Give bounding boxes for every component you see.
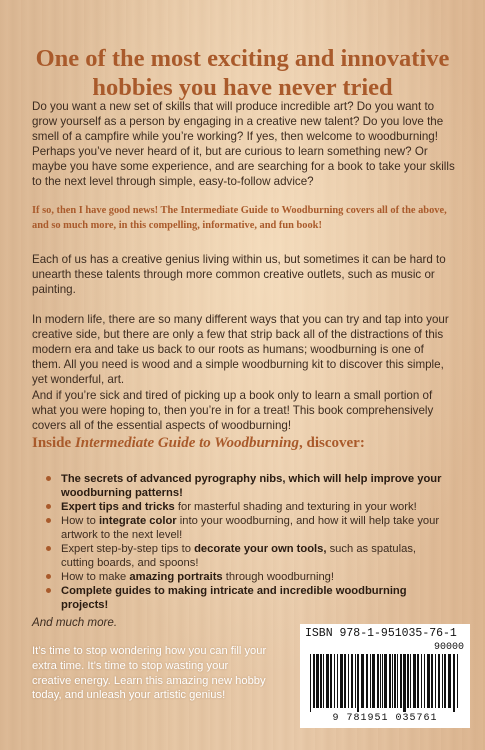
barcode-bar — [326, 654, 329, 708]
discover-suffix: , discover: — [299, 435, 365, 451]
barcode-bar — [366, 654, 368, 708]
barcode-bar — [453, 654, 455, 712]
barcode-bar — [355, 654, 356, 708]
discover-book-title: Intermediate Guide to Woodburning — [74, 435, 299, 451]
barcode-bar — [316, 654, 319, 708]
barcode-bar — [313, 654, 315, 708]
list-item: How to make amazing portraits through woodburning! — [46, 570, 446, 584]
barcode-bar — [427, 654, 430, 708]
discover-prefix: Inside — [32, 435, 75, 451]
barcode-bar — [330, 654, 332, 708]
barcode-bar — [435, 654, 436, 708]
barcode-bar — [394, 654, 396, 708]
barcode-bar — [438, 654, 440, 708]
price-code: 90000 — [433, 642, 464, 653]
paragraph-modern-life: In modern life, there are so many different ways that you can try and tap into your creative side, but there are only a few that strip back all of the distractions of this modern era and take us back to our roots as humans; woodburning is one of them. All you need is wood and a simple woodburning kit to discover this simple, yet wonderful, art. — [32, 313, 449, 387]
list-item: Complete guides to making intricate and incredible woodburning projects! — [46, 584, 446, 612]
feature-list — [46, 472, 446, 612]
barcode-bar — [384, 654, 387, 708]
barcode-bar — [380, 654, 381, 708]
list-item: How to integrate color into your woodburning, and how it will help take your artwork to the next level! — [46, 514, 446, 542]
barcode-bar — [400, 654, 402, 708]
barcode-bar — [442, 654, 443, 708]
barcode-digits: 9 781951 035761 — [332, 713, 438, 724]
barcode-bar — [421, 654, 422, 708]
isbn-barcode — [300, 624, 470, 728]
headline: One of the most exciting and innovative hobbies you have never tried — [35, 45, 450, 101]
barcode-bar — [361, 654, 364, 708]
callout-text: If so, then I have good news! The Intermediate Guide to Woodburning covers all of the above, and so much more, in this compelling, informative, and fun book! — [32, 205, 447, 231]
barcode-bar — [413, 654, 416, 708]
isbn-number: ISBN 978-1-951035-76-1 — [305, 627, 457, 640]
barcode-bar — [344, 654, 346, 708]
barcode-bar — [389, 654, 391, 708]
barcode-bar — [323, 654, 324, 708]
barcode-bar — [424, 654, 425, 708]
barcode-bar — [397, 654, 398, 708]
barcode-bar — [377, 654, 379, 708]
paragraph-creative-genius: Each of us has a creative genius living within us, but sometimes it can be hard to unearth these talents through more common creative outlets, such as music or painting. — [32, 253, 446, 297]
barcode-bar — [457, 654, 458, 708]
barcode-bar — [410, 654, 411, 708]
barcode-bar — [340, 654, 343, 708]
barcode-bars — [310, 654, 460, 712]
paragraph-comprehensive: And if you’re sick and tired of picking up a book only to learn a small portion of what you were hoping to, then you’re in for a treat! This book comprehensively covers all of the essential aspects of woodburning! — [32, 389, 434, 433]
barcode-bar — [351, 654, 353, 708]
barcode-bar — [403, 654, 406, 712]
list-item: Expert step-by-step tips to decorate your own tools, such as spatulas, cutting boards, and spoons! — [46, 542, 446, 570]
barcode-bar — [357, 654, 359, 712]
intro-paragraph: Do you want a new set of skills that will produce incredible art? Do you want to grow yourself as a person by engaging in a creative new talent? Do you love the smell of a campfire while you’re working? If yes, then welcome to woodburning! Perhaps you’ve never heard of it, but are curious to learn something new? Or maybe you have some experience, and are searching for a book to take your skills to the next level through simple, easy-to-follow advice? — [32, 100, 455, 189]
barcode-bar — [334, 654, 335, 708]
barcode-bar — [320, 654, 322, 708]
barcode-bar — [310, 654, 311, 712]
barcode-bar — [382, 654, 383, 708]
list-item: The secrets of advanced pyrography nibs, which will help improve your woodburning patterns! — [46, 472, 446, 500]
barcode-bar — [448, 654, 451, 708]
discover-heading — [32, 434, 462, 452]
barcode-bar — [407, 654, 409, 708]
barcode-bar — [431, 654, 433, 708]
barcode-bar — [372, 654, 375, 708]
barcode-bar — [348, 654, 349, 708]
and-much-more: And much more. — [32, 616, 118, 629]
barcode-bar — [370, 654, 371, 708]
barcode-bar — [444, 654, 446, 708]
barcode-bar — [337, 654, 338, 708]
barcode-bar — [417, 654, 419, 708]
closing-paragraph: It’s time to stop wondering how you can fill your extra time. It’s time to stop wasting your creative energy. Learn this amazing new hobby today, and unleash your artistic genius! — [32, 645, 267, 702]
list-item: Expert tips and tricks for masterful shading and texturing in your work! — [46, 500, 446, 514]
barcode-bar — [392, 654, 393, 708]
